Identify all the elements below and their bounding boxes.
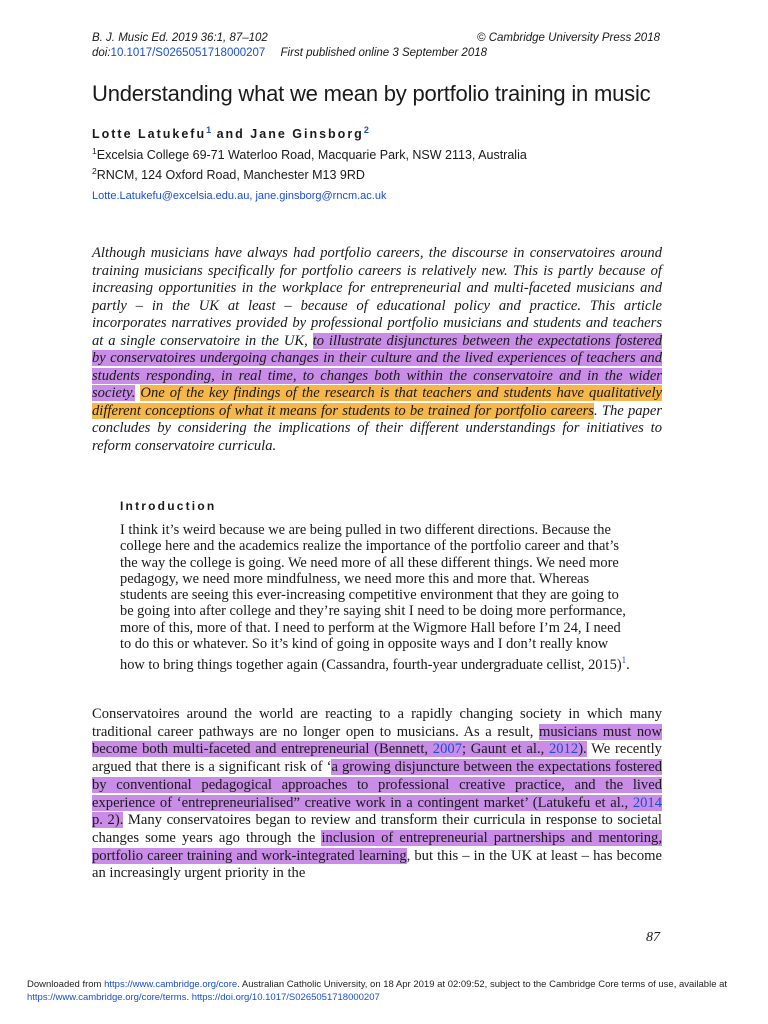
- author-2: Jane Ginsborg: [250, 127, 364, 142]
- section-heading-introduction: Introduction: [120, 499, 217, 513]
- abstract: [92, 245, 662, 455]
- affiliation-2: $^2$RNCM, 124 Oxford Road, Manchester M13 9RD: [92, 166, 365, 183]
- body-highlight-1: musicians must now become both multi-faceted and entrepreneurial (Bennett, 2007; Gaunt et al., 2012).: [92, 723, 662, 758]
- journal-citation: B. J. Music Ed. 2019 36:1, 87–102: [92, 32, 268, 44]
- citation-link-2007[interactable]: 2007: [432, 741, 462, 758]
- page-number: 87: [646, 930, 660, 945]
- footer-link-terms[interactable]: https://www.cambridge.org/core/terms: [27, 991, 187, 1003]
- author-line: [92, 125, 369, 141]
- body-highlight-3: inclusion of entrepreneurial partnerships and mentoring, portfolio career training and work-integrated learning: [92, 829, 662, 864]
- footer-link-core[interactable]: https://www.cambridge.org/core: [104, 979, 238, 990]
- author-separator: and: [211, 127, 251, 142]
- footer-link-doi[interactable]: https://doi.org/10.1017/S0265051718000207: [191, 991, 380, 1003]
- author-1: Lotte Latukefu: [92, 127, 207, 142]
- body-highlight-2: a growing disjuncture between the expectations fostered by conventional pedagogical approaches to professional creative practice, and the lived experience of ‘entrepreneurialised” creative work in a contingent market’ (Latukefu et al., 2014 p. 2).: [92, 759, 663, 829]
- citation-link-2014[interactable]: 2014: [632, 794, 662, 811]
- author-2-affiliation-link[interactable]: 2: [363, 125, 369, 135]
- body-paragraph: Conservatoires around the world are reacting to a rapidly changing society in which many traditional career pathways are no longer open to musicians. As a result, musicians must now become both multi-faceted and entrepreneurial (Bennett, 2007; Gaunt et al., 2012). We recently argued that there is a significant risk of ‘a growing disjuncture between the expectations fostered by conventional pedagogical approaches to professional creative practice, and the lived experience of ‘entrepreneurialised” creative work in a contingent market’ (Latukefu et al., 2014 p. 2). Many conservatoires began to review and transform their curricula in response to societal changes some years ago through the inclusion of entrepreneurial partnerships and mentoring, portfolio career training and work-integrated learning, but this – in the UK at least – has become an increasingly urgent priority in the: [92, 706, 663, 882]
- abstract-highlight-purple: to illustrate disjunctures between the expectations fostered by conservatoires undergoing changes in their culture and the lived experiences of teachers and students responding, in real time, to changes both within the conservatoire and in the wider society.: [92, 332, 662, 401]
- author-1-affiliation-link[interactable]: 1: [206, 125, 212, 135]
- affiliations: [92, 143, 527, 183]
- copyright-notice: © Cambridge University Press 2018: [477, 32, 660, 44]
- author-emails[interactable]: Lotte.Latukefu@excelsia.edu.au, jane.ginsborg@rncm.ac.uk: [92, 190, 387, 202]
- first-published: First published online 3 September 2018: [280, 47, 488, 59]
- download-footer: Downloaded from https://www.cambridge.org/core. Australian Catholic University, on 18 Apr 2019 at 02:09:52, subject to the Cambridge Core terms of use, available at https://www.cambridge.org/core/terms. https://doi.org/10.1017/S0265051718000207: [27, 979, 728, 1003]
- doi-link[interactable]: 10.1017/S0265051718000207: [110, 47, 266, 59]
- epigraph-quote: I think it’s weird because we are being pulled in two different directions. Because the college here and the academics realize the importance of the portfolio career and that’s the way the college is going. We need more of all these different things. We need more pedagogy, we need more mindfulness, we need more this and more that. Whereas students are seeing this ever-increasing competitive environment that they are going to be going into after college and they’re saying shit I need to be doing more performance, more of this, more of that. I need to perform at the Wigmore Hall before I’m 24, I need to do this or whatever. So it’s kind of going in opposite ways and I don’t really know how to bring things together again (Cassandra, fourth-year undergraduate cellist, 2015)$^1$.: [120, 522, 630, 674]
- affiliation-1: $^1$Excelsia College 69-71 Waterloo Road, Macquarie Park, NSW 2113, Australia: [92, 146, 527, 163]
- footnote-link[interactable]: 1: [621, 655, 627, 666]
- citation-link-2012[interactable]: 2012: [549, 741, 579, 758]
- abstract-text: Although musicians have always had portfolio careers, the discourse in conservatoires around training musicians specifically for portfolio careers is relatively new. This is partly because of increasing opportunities in the workplace for entrepreneurial and multi-faceted musicians and partly – in the UK at least – because of educational policy and practice. This article incorporates narratives provided by professional portfolio musicians and students and teachers at a single conservatoire in the UK,: [92, 245, 662, 349]
- doi-line: [92, 46, 487, 61]
- article-title: Understanding what we mean by portfolio training in music: [92, 81, 651, 106]
- abstract-highlight-orange: One of the key findings of the research is that teachers and students have qualitatively different conceptions of what it means for students to be trained for portfolio careers: [92, 385, 662, 419]
- doi-prefix: doi:: [92, 47, 111, 59]
- abstract-text-end: . The paper concludes by considering the implications of their different understandings for initiatives to reform conservatoire curricula.: [92, 402, 662, 454]
- running-header-left: [92, 31, 487, 61]
